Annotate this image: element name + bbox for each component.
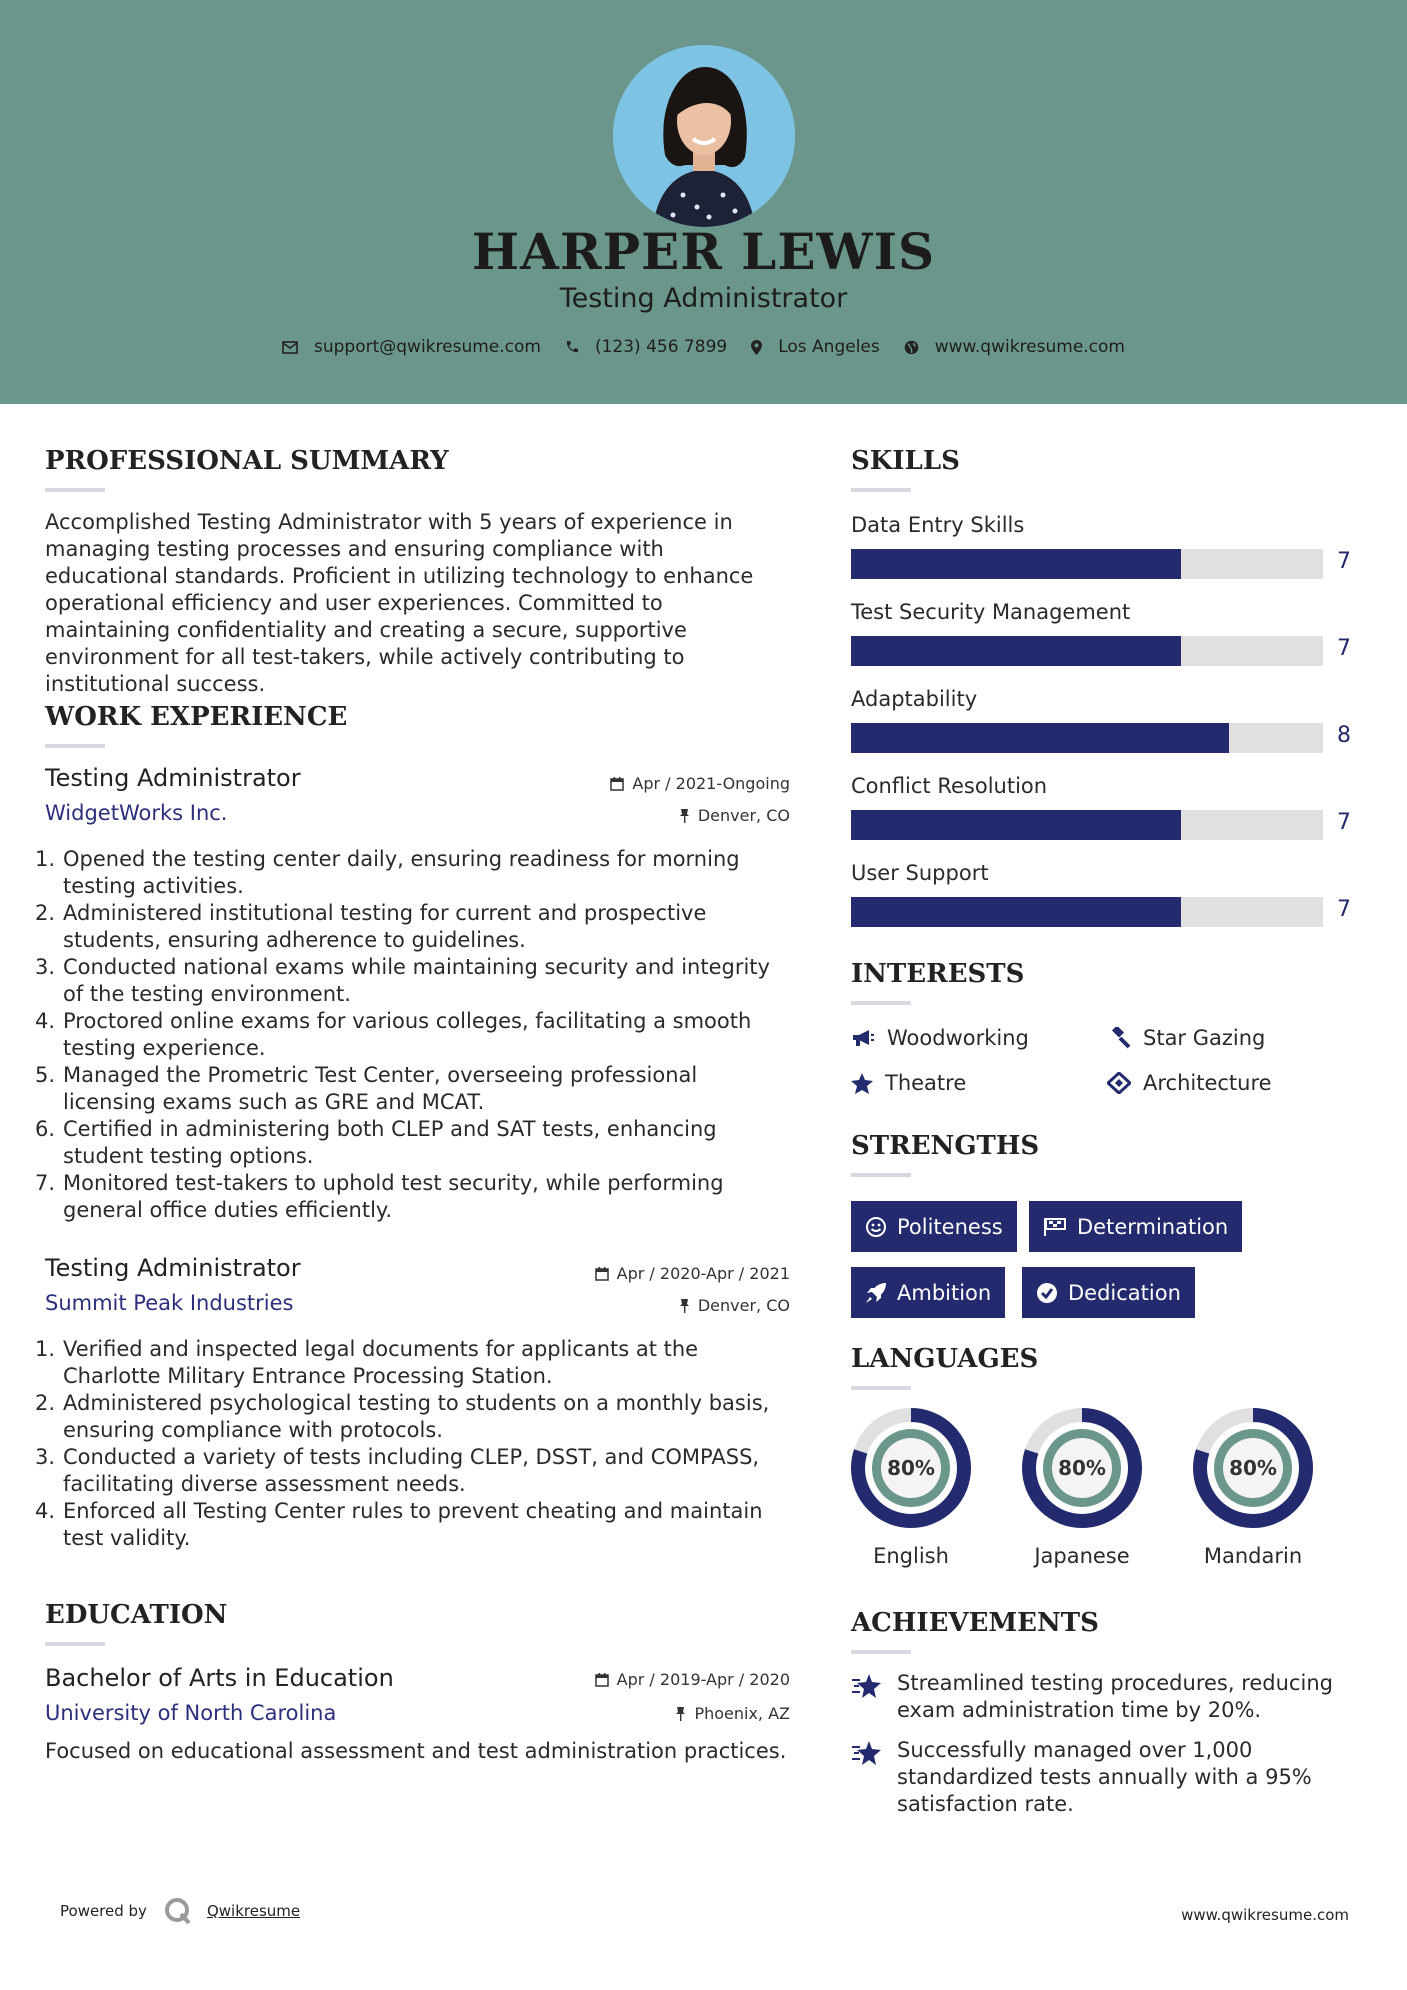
skill-label: Adaptability	[851, 687, 978, 711]
achievements-section	[851, 1608, 1351, 1654]
megaphone-icon	[851, 1028, 875, 1048]
job-dates: Apr / 2021-Ongoing	[610, 774, 790, 793]
interest-item: Woodworking	[851, 1026, 1029, 1050]
map-pin-icon	[751, 340, 762, 355]
heading-underline	[851, 488, 911, 492]
footer-branding: Powered by Qwikresume	[60, 1896, 300, 1926]
skill-bar-fill	[851, 810, 1181, 840]
language-percent: 80%	[1058, 1456, 1106, 1480]
experience-section	[45, 702, 790, 748]
skills-section	[851, 446, 1351, 492]
list-item: 5. Managed the Prometric Test Center, overseeing professional licensing exams such as GRE and MCAT.	[35, 1063, 698, 1114]
skill-bar-fill	[851, 723, 1229, 753]
language-item	[1020, 1406, 1144, 1568]
job-location: Denver, CO	[679, 1296, 790, 1315]
list-item: 4. Proctored online exams for various colleges, facilitating a smooth testing experience.	[35, 1009, 752, 1060]
check-circle-icon	[1036, 1282, 1058, 1304]
skill-label: Data Entry Skills	[851, 513, 1025, 537]
interests-heading: INTERESTS	[851, 959, 1025, 989]
skill-value: 7	[1337, 636, 1351, 661]
skill-bar-track	[851, 549, 1323, 579]
degree-title: Bachelor of Arts in Education	[45, 1664, 394, 1692]
pushpin-icon	[679, 808, 690, 823]
heading-underline	[45, 1642, 105, 1646]
summary-text: Accomplished Testing Administrator with 5 years of experience in managing testing processes and ensuring compliance with educational standards. Proficient in utilizing technology to enhance operational efficiency and user experiences. Committed to maintaining confidentiality and creating a secure, supportive environment for all test-takers, while actively contributing to institutional success.	[45, 510, 754, 696]
achievement-item: Streamlined testing procedures, reducing exam administration time by 20%.	[851, 1670, 1351, 1724]
job-title: Testing Administrator	[45, 1254, 301, 1282]
smile-icon	[865, 1216, 887, 1238]
job-company: Summit Peak Industries	[45, 1291, 294, 1315]
candidate-role: Testing Administrator	[559, 283, 848, 314]
strengths-heading: STRENGTHS	[851, 1131, 1040, 1161]
flag-icon	[1043, 1217, 1067, 1237]
pushpin-icon	[675, 1706, 686, 1721]
envelope-icon	[282, 341, 298, 354]
interest-item: Theatre	[851, 1071, 966, 1095]
list-item: 6. Certified in administering both CLEP and SAT tests, enhancing student testing options.	[35, 1117, 717, 1168]
job-dates: Apr / 2020-Apr / 2021	[595, 1264, 790, 1283]
skill-bar-fill	[851, 549, 1181, 579]
education-location: Phoenix, AZ	[675, 1704, 790, 1723]
heading-underline	[851, 1001, 911, 1005]
rocket-icon	[865, 1282, 887, 1304]
language-percent: 80%	[1229, 1456, 1277, 1480]
candidate-name: HARPER LEWIS	[471, 222, 936, 281]
interest-item: Star Gazing	[1107, 1026, 1265, 1050]
heading-underline	[851, 1650, 911, 1654]
skill-value: 8	[1337, 723, 1351, 748]
interests-section	[851, 959, 1351, 1005]
strength-badge: Determination	[1029, 1201, 1242, 1252]
calendar-icon	[610, 776, 624, 791]
skill-bar-fill	[851, 636, 1181, 666]
resume-header	[0, 0, 1407, 404]
skill-bar-track	[851, 723, 1323, 753]
education-heading: EDUCATION	[45, 1600, 228, 1630]
award-star-icon	[851, 1672, 883, 1700]
gavel-icon	[1107, 1027, 1131, 1049]
contact-row	[0, 337, 1407, 357]
skill-value: 7	[1337, 897, 1351, 922]
skill-label: User Support	[851, 861, 989, 885]
job-bullets	[35, 846, 790, 1224]
skill-value: 7	[1337, 810, 1351, 835]
language-name: Japanese	[1034, 1544, 1130, 1568]
award-star-icon	[851, 1739, 883, 1767]
language-donut	[849, 1406, 973, 1530]
calendar-icon	[595, 1672, 609, 1687]
skill-bar-track	[851, 897, 1323, 927]
profile-photo	[613, 45, 795, 227]
job-bullets	[35, 1336, 790, 1552]
skill-label: Test Security Management	[851, 600, 1131, 624]
contact-website[interactable]: www.qwikresume.com	[904, 337, 1125, 357]
footer-url[interactable]: www.qwikresume.com	[1181, 1906, 1349, 1924]
skill-label: Conflict Resolution	[851, 774, 1048, 798]
job-entry	[35, 764, 790, 1224]
language-name: Mandarin	[1203, 1544, 1303, 1568]
list-item: 1. Opened the testing center daily, ensuring readiness for morning testing activities.	[35, 847, 740, 898]
list-item: 7. Monitored test-takers to uphold test security, while performing general office duties efficiently.	[35, 1171, 724, 1222]
heading-underline	[851, 1386, 911, 1390]
skill-bar-track	[851, 810, 1323, 840]
skill-bar-fill	[851, 897, 1181, 927]
achievement-item: Successfully managed over 1,000 standardized tests annually with a 95% satisfaction rate.	[851, 1737, 1351, 1818]
education-section	[45, 1600, 790, 1765]
job-entry	[35, 1254, 790, 1552]
list-item: 4. Enforced all Testing Center rules to prevent cheating and maintain test validity.	[35, 1499, 763, 1550]
pushpin-icon	[679, 1298, 690, 1313]
job-title: Testing Administrator	[45, 764, 301, 792]
contact-email[interactable]: support@qwikresume.com	[282, 337, 541, 357]
language-name: English	[873, 1544, 949, 1568]
phone-icon	[565, 340, 579, 354]
heading-underline	[851, 1173, 911, 1177]
languages-heading: LANGUAGES	[851, 1344, 1039, 1374]
achievements-heading: ACHIEVEMENTS	[851, 1608, 1099, 1638]
language-donut	[1020, 1406, 1144, 1530]
interest-item: Architecture	[1107, 1071, 1272, 1095]
language-item	[1191, 1406, 1315, 1568]
language-item	[849, 1406, 973, 1568]
list-item: 3. Conducted national exams while maintaining security and integrity of the testing environment.	[35, 955, 770, 1006]
skills-heading: SKILLS	[851, 446, 960, 476]
language-percent: 80%	[887, 1456, 935, 1480]
list-item: 2. Administered institutional testing for current and prospective students, ensuring adherence to guidelines.	[35, 901, 707, 952]
globe-icon	[904, 340, 919, 355]
strength-badge: Ambition	[851, 1267, 1005, 1318]
contact-phone[interactable]: (123) 456 7899	[565, 337, 727, 357]
list-item: 3. Conducted a variety of tests including CLEP, DSST, and COMPASS, facilitating diverse assessment needs.	[35, 1445, 760, 1496]
language-donut	[1191, 1406, 1315, 1530]
summary-heading: PROFESSIONAL SUMMARY	[45, 446, 449, 476]
footer-brand-link[interactable]: Qwikresume	[206, 1902, 301, 1920]
strength-badge: Politeness	[851, 1201, 1017, 1252]
education-dates: Apr / 2019-Apr / 2020	[595, 1670, 790, 1689]
contact-location: Los Angeles	[751, 337, 880, 357]
star-icon	[851, 1073, 873, 1094]
languages-section	[851, 1344, 1351, 1390]
strength-badge: Dedication	[1022, 1267, 1195, 1318]
summary-section	[45, 446, 790, 698]
skill-value: 7	[1337, 549, 1351, 574]
job-location: Denver, CO	[679, 806, 790, 825]
experience-heading: WORK EXPERIENCE	[45, 702, 348, 732]
list-item: 1. Verified and inspected legal documents for applicants at the Charlotte Military Entrance Processing Station.	[35, 1337, 699, 1388]
school-name: University of North Carolina	[45, 1701, 337, 1725]
heading-underline	[45, 488, 105, 492]
education-description: Focused on educational assessment and test administration practices.	[45, 1739, 787, 1763]
qwikresume-logo-icon	[163, 1896, 193, 1926]
job-company: WidgetWorks Inc.	[45, 801, 228, 825]
list-item: 2. Administered psychological testing to students on a monthly basis, ensuring compliance with protocols.	[35, 1391, 770, 1442]
ticket-icon	[1107, 1072, 1131, 1094]
skill-bar-track	[851, 636, 1323, 666]
heading-underline	[45, 744, 105, 748]
strengths-section	[851, 1131, 1351, 1177]
calendar-icon	[595, 1266, 609, 1281]
